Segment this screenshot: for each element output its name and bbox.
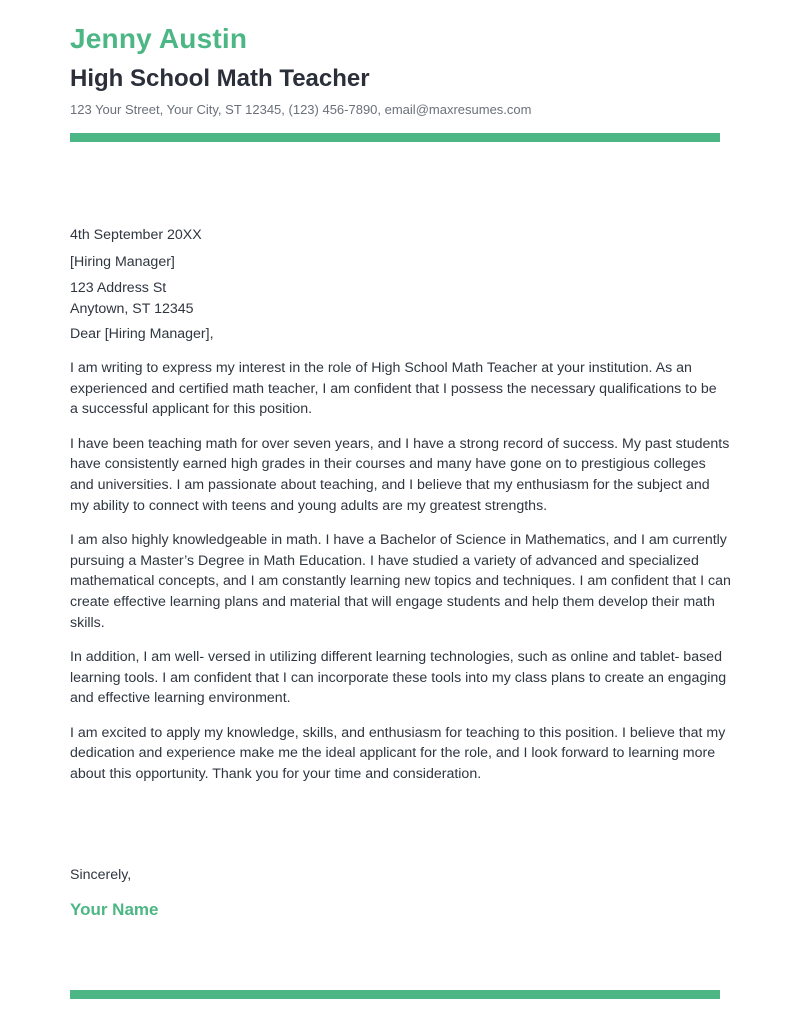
address-line: 123 Address St xyxy=(70,280,167,296)
recipient-address xyxy=(70,278,720,319)
paragraph-line: my ability to connect with teens and young adults are my greatest strengths. xyxy=(70,497,548,514)
contact-line: 123 Your Street, Your City, ST 12345, (123) 456-7890, email@maxresumes.com xyxy=(70,102,532,117)
paragraph-line: I am excited to apply my knowledge, skills, and enthusiasm for teaching to this position. I believe that my xyxy=(70,724,726,741)
paragraph-line: and effective learning environment. xyxy=(70,690,291,707)
paragraph-line: about this opportunity. Thank you for your time and consideration. xyxy=(70,765,482,782)
paragraph-line: I am also highly knowledgeable in math. I have a Bachelor of Science in Mathematics, and I am currently xyxy=(70,531,727,548)
recipient: [Hiring Manager] xyxy=(70,254,175,270)
body-paragraph xyxy=(70,358,720,420)
letter-body xyxy=(70,358,731,798)
body-paragraph xyxy=(70,530,731,634)
closing: Sincerely, xyxy=(70,867,132,883)
paragraph-line: mathematical concepts, and I am constantly learning new topics and techniques. I am confident that I can xyxy=(70,573,731,590)
body-paragraph xyxy=(70,723,726,785)
job-title: High School Math Teacher xyxy=(70,65,370,92)
header-divider xyxy=(70,133,720,142)
paragraph-line: pursuing a Master’s Degree in Math Education. I have studied a variety of advanced and specialized xyxy=(70,552,699,569)
paragraph-line: a successful applicant for this position. xyxy=(70,401,313,418)
paragraph-line: create effective learning plans and material that will engage students and help them develop their math xyxy=(70,594,715,611)
paragraph-line: In addition, I am well- versed in utilizing different learning technologies, such as online and tablet- based xyxy=(70,648,722,665)
paragraph-line: learning tools. I am confident that I can incorporate these tools into my class plans to create an engaging xyxy=(70,669,727,686)
paragraph-line: I have been teaching math for over seven years, and I have a strong record of success. My past students xyxy=(70,435,730,452)
letter-date: 4th September 20XX xyxy=(70,227,202,243)
applicant-name: Jenny Austin xyxy=(70,23,248,54)
paragraph-line: dedication and experience make me the ideal applicant for the role, and I look forward to learning more xyxy=(70,745,716,762)
paragraph-line: I am writing to express my interest in the role of High School Math Teacher at your institution. As an xyxy=(70,360,692,376)
paragraph-line: experienced and certified math teacher, I am confident that I possess the necessary qualifications to be xyxy=(70,380,717,397)
paragraph-line: and universities. I am passionate about teaching, and I believe that my enthusiasm for the subject and xyxy=(70,477,710,494)
signature-name: Your Name xyxy=(70,900,159,919)
body-paragraph xyxy=(70,647,727,709)
address-line: Anytown, ST 12345 xyxy=(70,300,194,317)
salutation: Dear [Hiring Manager], xyxy=(70,326,214,342)
paragraph-line: skills. xyxy=(70,614,105,631)
paragraph-line: have consistently earned high grades in their courses and many have gone on to prestigious colleges xyxy=(70,456,706,473)
footer-divider xyxy=(70,990,720,999)
body-paragraph xyxy=(70,434,730,517)
